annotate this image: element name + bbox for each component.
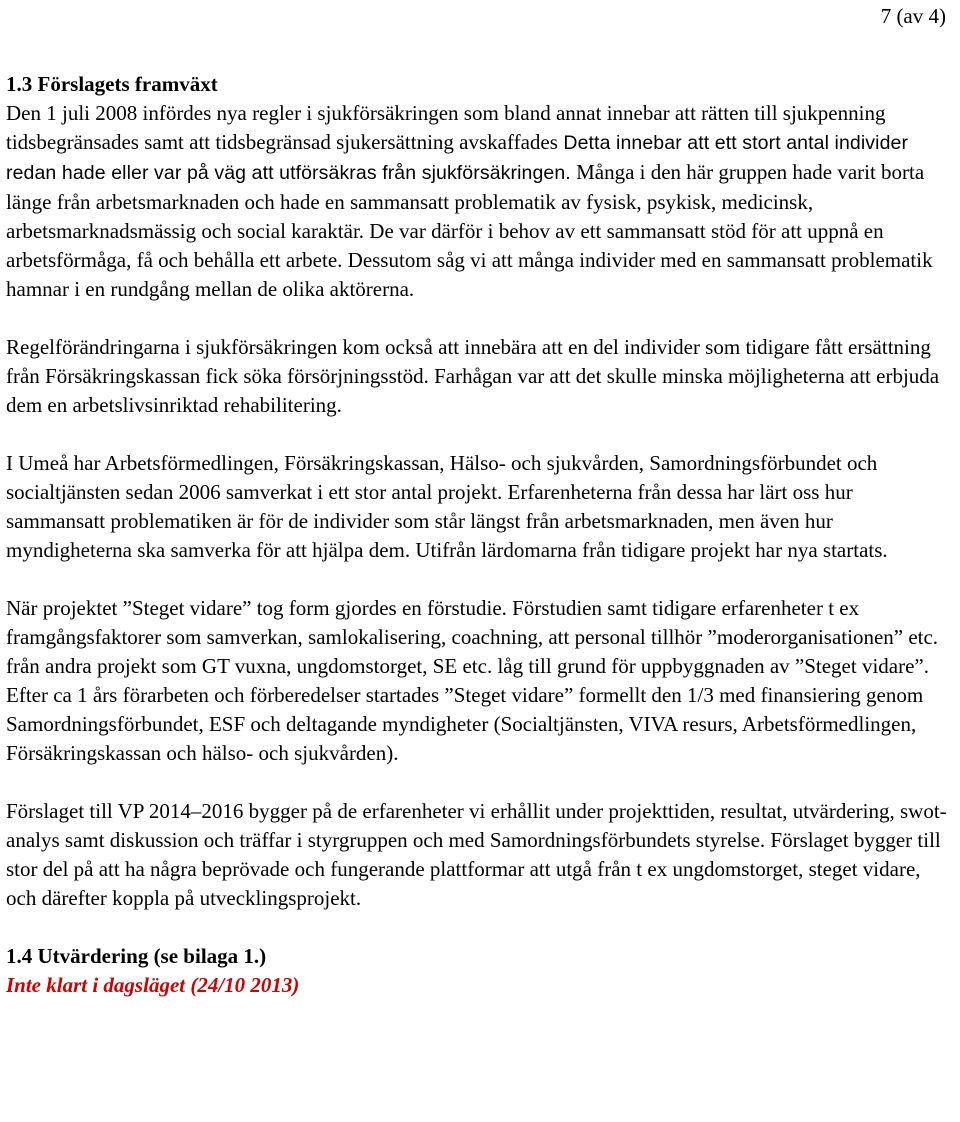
document-body	[6, 70, 956, 1000]
paragraph-1-serif: Den 1 juli 2008 infördes nya regler i sjukförsäkringen som bland annat innebar att rätten till sjukpenning tidsbegränsades samt att tidsbegränsad sjukersättning avskaffades	[6, 101, 886, 154]
paragraph-3: I Umeå har Arbetsförmedlingen, Försäkringskassan, Hälso- och sjukvården, Samordningsförbundet och socialtjänsten sedan 2006 samverkat i ett stor antal projekt. Erfarenheterna från dessa har lärt oss hur sammansatt problematiken är för de individer som står längst från arbetsmarknaden, men även hur myndigheterna ska samverka för att hjälpa dem. Utifrån lärdomarna från tidigare projekt har nya startats.	[6, 451, 888, 562]
paragraph-spacer	[6, 913, 956, 942]
paragraph-1-rest: Många i den här gruppen hade varit borta länge från arbetsmarknaden och hade en sammansatt problematik av fysisk, psykisk, medicinsk, arbetsmarknadsmässig och social karaktär. De var därför i behov av ett sammansatt stöd för att uppnå en arbetsförmåga, få och behålla ett arbete. Dessutom såg vi att många individer med en sammansatt problematik hamnar i en rundgång mellan de olika aktörerna.	[6, 160, 933, 301]
paragraph-2: Regelförändringarna i sjukförsäkringen kom också att innebära att en del individer som tidigare fått ersättning från Försäkringskassan fick söka försörjningsstöd. Farhågan var att det skulle minska möjligheterna att erbjuda dem en arbetslivsinriktad rehabilitering.	[6, 335, 940, 417]
section-heading-1-4: 1.4 Utvärdering (se bilaga 1.)	[6, 944, 267, 968]
paragraph-spacer	[6, 768, 956, 797]
paragraph-spacer	[6, 304, 956, 333]
paragraph-spacer	[6, 565, 956, 594]
page-number: 7 (av 4)	[880, 4, 946, 28]
paragraph-1-sans: Detta innebar att ett stort antal individer redan hade eller var på väg att utförsäkras från sjukförsäkringen.	[6, 132, 909, 184]
paragraph-1	[6, 99, 956, 304]
status-note: Inte klart i dagsläget (24/10 2013)	[6, 973, 300, 997]
paragraph-spacer	[6, 420, 956, 449]
paragraph-4: När projektet ”Steget vidare” tog form gjordes en förstudie. Förstudien samt tidigare erfarenheter t ex framgångsfaktorer som samverkan, samlokalisering, coachning, att personal tillhör ”moderorganisationen” etc. från andra projekt som GT vuxna, ungdomstorget, SE etc. låg till grund för uppbyggnaden av ”Steget vidare”. Efter ca 1 års förarbeten och förberedelser startades ”Steget vidare” formellt den 1/3 med finansiering genom Samordningsförbundet, ESF och deltagande myndigheter (Socialtjänsten, VIVA resurs, Arbetsförmedlingen, Försäkringskassan och hälso- och sjukvården).	[6, 596, 939, 765]
paragraph-5: Förslaget till VP 2014–2016 bygger på de erfarenheter vi erhållit under projekttiden, resultat, utvärdering, swot-analys samt diskussion och träffar i styrgruppen och med Samordningsförbundets styrelse. Förslaget bygger till stor del på att ha några beprövade och fungerande plattformar att utgå från t ex ungdomstorget, steget vidare, och därefter koppla på utvecklingsprojekt.	[6, 799, 947, 910]
section-heading-1-3: 1.3 Förslagets framväxt	[6, 72, 218, 96]
